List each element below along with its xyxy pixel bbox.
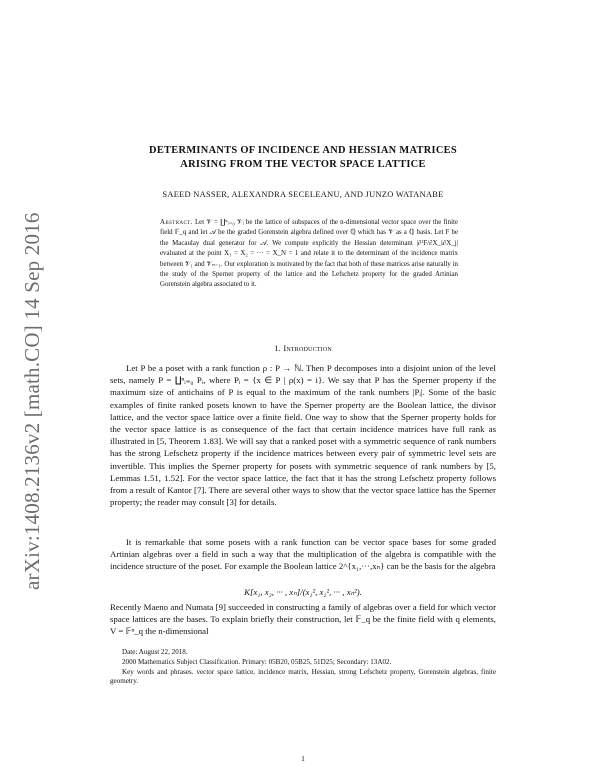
- paragraph-3-text: Recently Maeno and Numata [9] succeeded in constructing a family of algebras over a field for which vector space lattices are the bases. To explain briefly their construction, let 𝔽_q be the finite field with q elements, V = 𝔽ⁿ_q the n-dimensional: [110, 602, 496, 637]
- display-equation: K[x₁, x₂, ··· , xₙ]/(x₁², x₂², ··· , xₙ²).: [244, 587, 362, 597]
- abstract: [160, 218, 458, 291]
- footnote-keywords: Key words and phrases. vector space lattice, incidence matrix, Hessian, strong Lefschetz property, Gorenstein algebras, finite geometry.: [110, 667, 496, 686]
- section-heading: [110, 343, 496, 353]
- author-list: SAEED NASSER, ALEXANDRA SECELEANU, AND JUNZO WATANABE: [162, 190, 444, 199]
- title-line-2: ARISING FROM THE VECTOR SPACE LATTICE: [180, 159, 426, 170]
- page-number: 1: [301, 754, 305, 763]
- footnote-msc: 2000 Mathematics Subject Classification. Primary: 05B20, 05B25, 51D25; Secondary: 13A02.: [122, 657, 392, 666]
- paragraph-2-text: It is remarkable that some posets with a rank function can be vector space bases for some graded Artinian algebras over a field in such a way that the multiplication of the algebra is compatible with the incidence structure of the poset. For example the Boolean lattice 2^{x₁,···,xₙ} can be the basis for the algebra: [110, 537, 496, 572]
- footnotes: [110, 648, 496, 687]
- paragraph-3: [110, 601, 496, 638]
- paper-title: [110, 144, 496, 172]
- section-number: 1.: [274, 343, 281, 353]
- abstract-label: Abstract.: [160, 219, 193, 226]
- footnote-date: Date: August 22, 2018.: [122, 648, 188, 656]
- paragraph-1: [110, 362, 496, 508]
- paragraph-2: [110, 536, 496, 573]
- section-title: Introduction: [283, 343, 332, 353]
- title-line-1: DETERMINANTS OF INCIDENCE AND HESSIAN MATRICES: [149, 145, 457, 156]
- abstract-text: Let 𝒱 = ∐ⁿᵢ₌₀ 𝒱ᵢ be the lattice of subspaces of the n-dimensional vector space over the finite field 𝔽_q and let 𝒜 be the graded Gorenstein algebra defined over ℚ which has 𝒱 as a ℚ basis. Let F be the Macaulay dual generator for 𝒜. We compute explicitly the Hessian determinant |∂²F/∂X_i∂X_j| evaluated at the point X₁ = X₂ = ··· = X_N = 1 and relate it to the determinant of the incidence matrix between 𝒱₁ and 𝒱ₙ₋₁. Our exploration is motivated by the fact that both of these matrices arise naturally in the study of the Sperner property of the lattice and the Lefschetz property for the graded Artinian Gorenstein algebra associated to it.: [160, 219, 458, 289]
- paragraph-1-text: Let P be a poset with a rank function ρ : P → ℕ. Then P decomposes into a disjoint union of the level sets, namely P = ∐ⁿᵢ₌₀ Pᵢ, where Pᵢ = {x ∈ P | ρ(x) = i}. We say that P has the Sperner property if the maximum size of antichains of P is equal to the maximum of the rank numbers |Pᵢ|. Some of the basic examples of finite ranked posets known to have the Sperner property are the Boolean lattice, the divisor lattice, and the vector space lattice over a finite field. One way to show that the Sperner property holds for the vector space lattice is as consequence of the fact that certain incidence matrices have full rank as illustrated in [5, Theorem 1.83]. We will say that a ranked poset with a symmetric sequence of rank numbers has the strong Lefschetz property if the incidence matrices between every pair of symmetric level sets are invertible. This implies the Sperner property for posets with symmetric sequence of rank numbers by [5, Lemmas 1.51, 1.52]. For the vector space lattice, the fact that it has the strong Lefschetz property follows from a result of Kantor [7]. There are several other ways to show that the vector space lattice has the Sperner property; the reader may consult [3] for details.: [110, 363, 496, 508]
- arxiv-stamp-text: arXiv:1408.2136v2 [math.CO] 14 Sep 2016: [20, 212, 44, 590]
